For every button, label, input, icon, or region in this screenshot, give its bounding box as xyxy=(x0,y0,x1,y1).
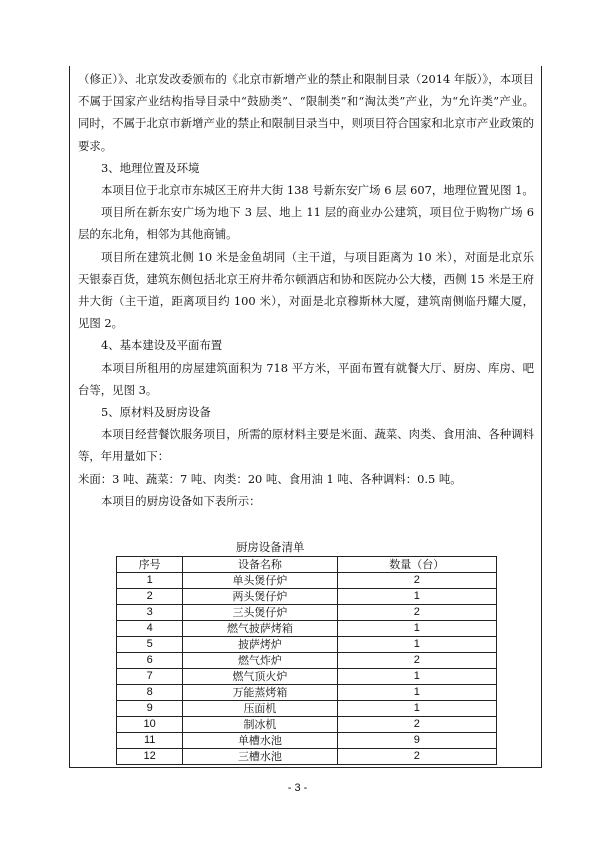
cell-quantity: 2 xyxy=(337,749,496,765)
table-row xyxy=(117,589,497,605)
heading-location: 3、地理位置及环境 xyxy=(101,160,200,175)
table-row xyxy=(117,573,497,589)
cell-equipment-name: 燃气顶火炉 xyxy=(183,669,337,685)
cell-index: 7 xyxy=(117,669,183,685)
paragraph-usage: 米面：3 吨、蔬菜：7 吨、肉类：20 吨、食用油 1 吨、各种调料：0.5 吨。 xyxy=(78,471,462,486)
cell-equipment-name: 单槽水池 xyxy=(183,733,337,749)
table-header-row xyxy=(117,557,497,573)
cell-quantity: 9 xyxy=(337,733,496,749)
paragraph-address: 本项目位于北京市东城区王府井大街 138 号新东安广场 6 层 607，地理位置见图 1。 xyxy=(101,183,534,198)
cell-index: 9 xyxy=(117,701,183,717)
table-row xyxy=(117,621,497,637)
cell-quantity: 1 xyxy=(337,685,496,701)
cell-equipment-name: 披萨烤炉 xyxy=(183,637,337,653)
table-title: 厨房设备清单 xyxy=(236,540,305,554)
table-row xyxy=(117,605,497,621)
heading-layout: 4、基本建设及平面布置 xyxy=(101,338,223,353)
heading-materials: 5、原材料及厨房设备 xyxy=(101,405,211,420)
cell-quantity: 1 xyxy=(337,589,496,605)
table-row xyxy=(117,733,497,749)
cell-quantity: 1 xyxy=(337,701,496,717)
paragraph-materials: 本项目经营餐饮服务项目，所需的原材料主要是米面、蔬菜、肉类、食用油、各种调料等，年用量如下： xyxy=(78,427,534,464)
cell-equipment-name: 单头煲仔炉 xyxy=(183,573,337,589)
cell-equipment-name: 两头煲仔炉 xyxy=(183,589,337,605)
cell-equipment-name: 燃气披萨烤箱 xyxy=(183,621,337,637)
cell-quantity: 1 xyxy=(337,621,496,637)
cell-index: 5 xyxy=(117,637,183,653)
equipment-table xyxy=(116,556,497,765)
cell-quantity: 2 xyxy=(337,573,496,589)
paragraph-building: 项目所在新东安广场为地下 3 层、地上 11 层的商业办公建筑，项目位于购物广场 6 层的东北角，相邻为其他商铺。 xyxy=(78,205,534,242)
table-row xyxy=(117,685,497,701)
cell-index: 4 xyxy=(117,621,183,637)
cell-equipment-name: 燃气炸炉 xyxy=(183,653,337,669)
table-row xyxy=(117,637,497,653)
paragraph-area: 本项目所租用的房屋建筑面积为 718 平方米，平面布置有就餐大厅、厨房、库房、吧台等，见图 3。 xyxy=(78,360,534,397)
cell-index: 12 xyxy=(117,749,183,765)
paragraph-table-intro: 本项目的厨房设备如下表所示： xyxy=(101,493,261,508)
cell-quantity: 1 xyxy=(337,669,496,685)
cell-equipment-name: 万能蒸烤箱 xyxy=(183,685,337,701)
cell-index: 3 xyxy=(117,605,183,621)
table-row xyxy=(117,653,497,669)
table-row xyxy=(117,749,497,765)
table-row xyxy=(117,717,497,733)
cell-index: 6 xyxy=(117,653,183,669)
cell-quantity: 2 xyxy=(337,653,496,669)
cell-quantity: 1 xyxy=(337,637,496,653)
cell-index: 10 xyxy=(117,717,183,733)
cell-equipment-name: 三头煲仔炉 xyxy=(183,605,337,621)
header-cell-index: 序号 xyxy=(117,557,183,573)
page-number: - 3 - xyxy=(287,782,308,794)
cell-equipment-name: 压面机 xyxy=(183,701,337,717)
cell-index: 8 xyxy=(117,685,183,701)
cell-index: 11 xyxy=(117,733,183,749)
cell-equipment-name: 三槽水池 xyxy=(183,749,337,765)
paragraph-industry-policy: （修正）》、北京发改委颁布的《北京市新增产业的禁止和限制目录（2014 年版）》，本项目不属于国家产业结构指导目录中“鼓励类”、“限制类”和“淘汰类”产业，为“允许类”产业。同时，不属于北京市新增产业的禁止和限制目录当中，则项目符合国家和北京市产业政策的要求。 xyxy=(78,72,534,153)
header-cell-name: 设备名称 xyxy=(183,557,337,573)
header-cell-quantity: 数量（台） xyxy=(337,557,496,573)
cell-quantity: 2 xyxy=(337,605,496,621)
table-row xyxy=(117,669,497,685)
document-body xyxy=(78,68,534,512)
cell-quantity: 2 xyxy=(337,717,496,733)
cell-index: 1 xyxy=(117,573,183,589)
table-row xyxy=(117,701,497,717)
cell-index: 2 xyxy=(117,589,183,605)
paragraph-surroundings: 项目所在建筑北侧 10 米是金鱼胡同（主干道，与项目距离为 10 米），对面是北京乐天银泰百货，建筑东侧包括北京王府井希尔顿酒店和协和医院办公大楼，西侧 15 米是王府井大街（主干道，距离项目约 100 米），对面是北京穆斯林大厦，建筑南侧临丹耀大厦，见图 2。 xyxy=(78,249,534,331)
cell-equipment-name: 制冰机 xyxy=(183,717,337,733)
